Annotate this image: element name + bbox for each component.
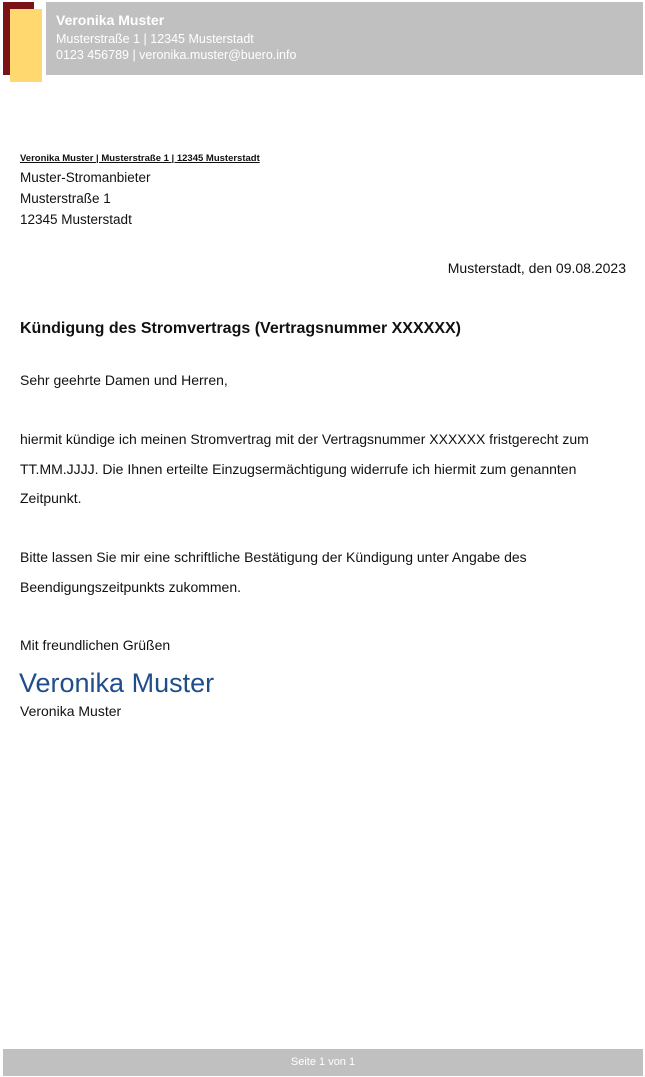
- closing-phrase: Mit freundlichen Grüßen: [20, 637, 171, 653]
- header-sender-address: Musterstraße 1 | 12345 Musterstadt: [56, 32, 254, 46]
- header-sender-contact: 0123 456789 | veronika.muster@buero.info: [56, 48, 297, 62]
- header-sender-name: Veronika Muster: [56, 12, 165, 28]
- recipient-line: 12345 Musterstadt: [20, 212, 132, 227]
- recipient-address: [20, 167, 151, 230]
- letter-date: Musterstadt, den 09.08.2023: [447, 260, 626, 276]
- header-accent-light: [10, 9, 42, 82]
- recipient-line: Muster-Stromanbieter: [20, 170, 151, 185]
- signed-name: Veronika Muster: [20, 703, 122, 719]
- footer-bar: [3, 1049, 643, 1076]
- letter-subject: Kündigung des Stromvertrags (Vertragsnummer XXXXXX): [20, 320, 461, 337]
- salutation: Sehr geehrte Damen und Herren,: [20, 372, 228, 388]
- return-address-line: Veronika Muster | Musterstraße 1 | 12345 Musterstadt: [20, 153, 260, 164]
- signature: Veronika Muster: [19, 668, 215, 698]
- page-number: Seite 1 von 1: [290, 1056, 356, 1068]
- recipient-line: Musterstraße 1: [20, 191, 111, 206]
- body-paragraph: hiermit kündige ich meinen Stromvertrag mit der Vertragsnummer XXXXXX fristgerecht zum TT.MM.JJJJ. Die Ihnen erteilte Einzugsermächtigung widerrufe ich hiermit zum genannten Zeitpunkt.: [20, 431, 589, 506]
- body-paragraph: Bitte lassen Sie mir eine schriftliche Bestätigung der Kündigung unter Angabe des Beendigungszeitpunkts zukommen.: [20, 549, 527, 595]
